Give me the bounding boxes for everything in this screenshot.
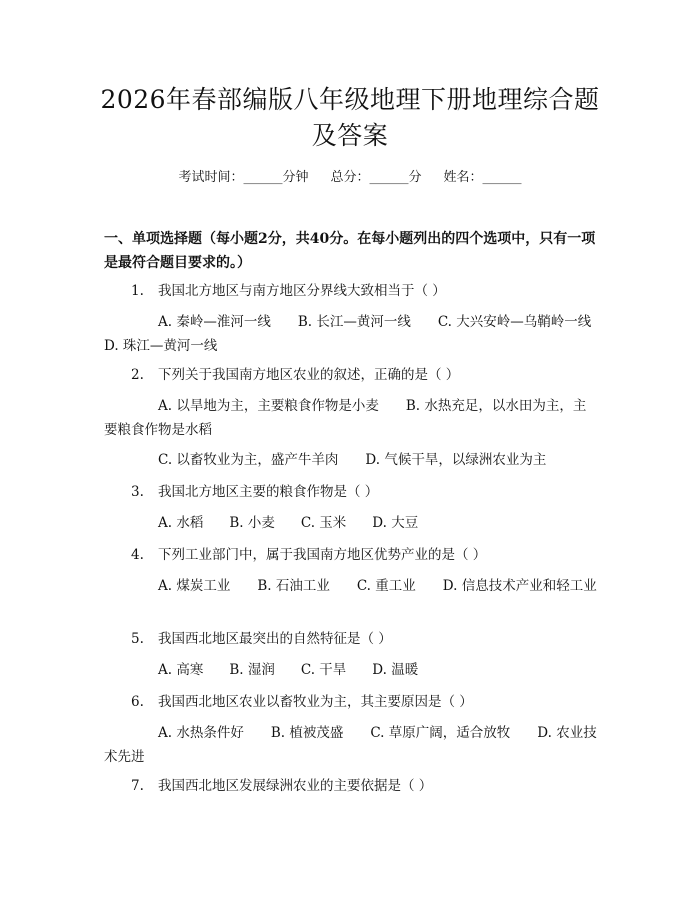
question-5 [131, 629, 392, 649]
question-number: 5. [131, 631, 144, 647]
question-text: 我国北方地区主要的粮食作物是（ ） [158, 484, 379, 500]
option-a: A. 高寒 [158, 662, 204, 678]
question-7 [131, 776, 432, 796]
option-a: A. 水稻 [158, 515, 204, 531]
option-b: B. 湿润 [229, 662, 275, 678]
question-2-options-ab: A. 以旱地为主，主要粮食作物是小麦 B. 水热充足，以水田为主，主要粮食作物是水稻 [104, 398, 587, 438]
option-c: C. 干旱 [300, 662, 347, 678]
option-d: D. 温暖 [372, 662, 419, 678]
total-score-field: 总分：______分 [330, 170, 422, 185]
question-number: 3. [131, 484, 144, 500]
question-1 [131, 281, 446, 301]
question-2-options-cd: C. 以畜牧业为主，盛产牛羊肉 D. 气候干旱，以绿洲农业为主 [158, 452, 547, 468]
question-number: 6. [131, 694, 144, 710]
question-number: 2. [131, 367, 144, 383]
question-6 [131, 692, 473, 712]
question-number: 1. [131, 283, 144, 299]
question-number: 4. [131, 547, 144, 563]
question-text: 我国西北地区农业以畜牧业为主，其主要原因是（ ） [158, 694, 473, 710]
document-title: 2026年春部编版八年级地理下册地理综合题及答案 [100, 85, 600, 150]
question-text: 我国西北地区最突出的自然特征是（ ） [158, 631, 392, 647]
question-2 [131, 365, 459, 385]
question-text: 下列关于我国南方地区农业的叙述，正确的是（ ） [158, 367, 460, 383]
student-name-field: 姓名：______ [443, 170, 522, 185]
option-c: C. 玉米 [300, 515, 347, 531]
question-3 [131, 482, 378, 502]
option-d: D. 大豆 [372, 515, 419, 531]
question-5-options [158, 660, 418, 680]
question-6-options: A. 水热条件好 B. 植被茂盛 C. 草原广阔，适合放牧 D. 农业技术先进 [104, 725, 597, 765]
question-4-options: A. 煤炭工业 B. 石油工业 C. 重工业 D. 信息技术产业和轻工业 [158, 578, 597, 594]
option-b: B. 小麦 [229, 515, 275, 531]
exam-meta [0, 168, 700, 188]
question-text: 下列工业部门中，属于我国南方地区优势产业的是（ ） [158, 547, 487, 563]
question-number: 7. [131, 778, 144, 794]
question-4 [131, 545, 486, 565]
question-text: 我国西北地区发展绿洲农业的主要依据是（ ） [158, 778, 433, 794]
question-text: 我国北方地区与南方地区分界线大致相当于（ ） [158, 283, 446, 299]
exam-time-field: 考试时间：______分钟 [178, 170, 309, 185]
question-3-options [158, 513, 418, 533]
section-heading: 一、单项选择题（每小题2分，共40分。在每小题列出的四个选项中，只有一项是最符合题目要求的。） [104, 231, 596, 271]
question-1-options: A. 秦岭—淮河一线 B. 长江—黄河一线 C. 大兴安岭—乌鞘岭一线 D. 珠江—黄河一线 [104, 314, 619, 354]
